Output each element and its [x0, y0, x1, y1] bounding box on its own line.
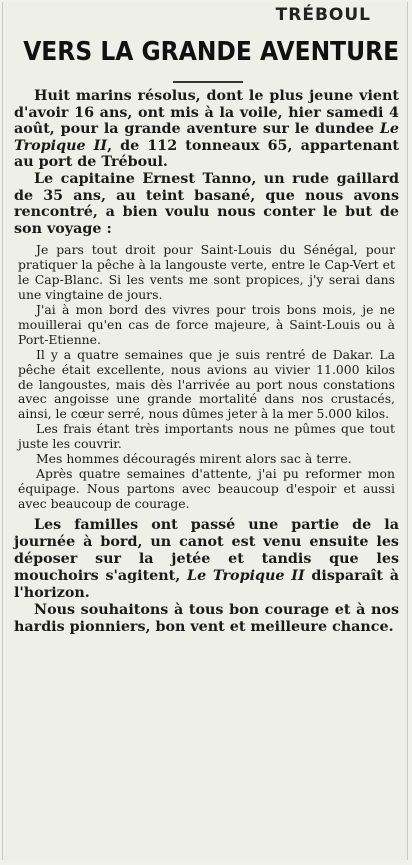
lead-paragraph-1-text-end: , de 112 tonneaux 65, appartenant au port de Tréboul. [14, 137, 399, 171]
lead-section [14, 88, 399, 237]
lead-paragraph-1-text: Huit marins résolus, dont le plus jeune vient d'avoir 16 ans, ont mis à la voile, hier samedi 4 août, pour la grande aventure sur le dundee [14, 88, 399, 138]
article-body [14, 88, 399, 636]
closing-paragraph-1-text: Les familles ont passé une partie de la journée à bord, un canot est venu ensuite les déposer sur la jetée et tandis que les mouchoirs s'agitent, [14, 516, 399, 584]
captain-quote [14, 243, 399, 511]
closing-section [14, 517, 399, 636]
closing-paragraph-1-text-end: disparaît à l'horizon. [14, 567, 399, 601]
closing-paragraph-1 [14, 517, 399, 602]
ship-name: Le Tropique II [14, 121, 399, 154]
quote-paragraph-2: J'ai à mon bord des vivres pour trois bons mois, je ne mouillerai qu'en cas de force majeure, à Saint-Louis ou à Port-Etienne. [18, 301, 395, 347]
newspaper-clipping [2, 2, 408, 860]
lead-paragraph-2: Le capitaine Ernest Tanno, un rude gaillard de 35 ans, au teint basané, que nous avons rencontré, a bien voulu nous conter le but de son voyage : [14, 170, 399, 237]
ship-name-closing: Le Tropique II [187, 567, 305, 584]
headline: VERS LA GRANDE AVENTURE [23, 37, 400, 67]
headline-rule [173, 81, 243, 83]
dateline: TRÉBOUL [275, 5, 371, 25]
quote-paragraph-4: Les frais étant très importants nous ne pûmes que tout juste les couvrir. [18, 421, 395, 452]
closing-paragraph-2: Nous souhaitons à tous bon courage et à nos hardis pionniers, bon vent et meilleure chance. [14, 601, 399, 635]
quote-paragraph-1: Je pars tout droit pour Saint-Louis du Sénégal, pour pratiquer la pêche à la langouste verte, entre le Cap-Vert et le Cap-Blanc. Si les vents me sont propices, j'y serai dans une vingtaine de jours. [18, 242, 395, 303]
quote-paragraph-3: Il y a quatre semaines que je suis rentré de Dakar. La pêche était excellente, nous avions au vivier 11.000 kilos de langoustes, mais dès l'arrivée au port nous constations avec angoisse une grande mortalité dans nos crustacés, ainsi, le cœur serré, nous dûmes jeter à la mer 5.000 kilos. [18, 346, 395, 422]
quote-paragraph-5: Mes hommes découragés mirent alors sac à terre. [36, 451, 352, 467]
quote-paragraph-6: Après quatre semaines d'attente, j'ai pu reformer mon équipage. Nous partons avec beaucoup d'espoir et aussi avec beaucoup de courage. [18, 465, 395, 511]
lead-paragraph-1 [14, 88, 399, 171]
